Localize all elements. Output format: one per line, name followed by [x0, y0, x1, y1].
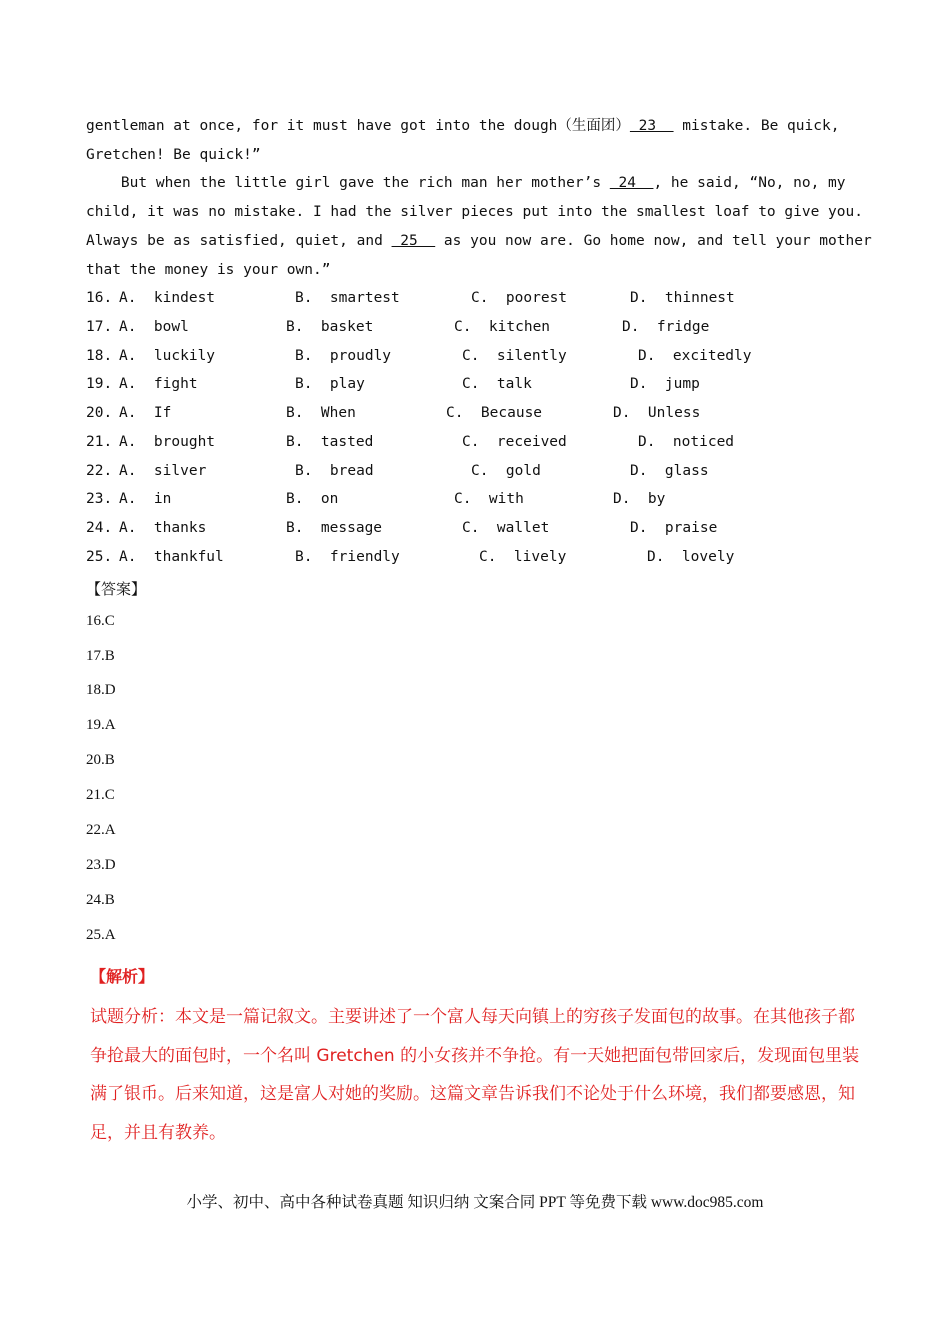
option-c: C. Because — [446, 405, 543, 421]
option-a: A. in — [119, 491, 172, 507]
option-d: D. fridge — [622, 319, 710, 335]
answer-item: 25.A — [86, 927, 116, 943]
option-d: D. glass — [630, 463, 709, 479]
option-a: A. thanks — [119, 520, 207, 536]
option-b: B. play — [295, 376, 365, 392]
question-number: 20. — [86, 405, 113, 421]
question-row — [86, 518, 866, 538]
option-d: D. lovely — [647, 549, 735, 565]
option-b: B. proudly — [295, 348, 392, 364]
question-row — [86, 346, 866, 366]
answer-item: 23.D — [86, 857, 116, 873]
question-number: 24. — [86, 520, 113, 536]
answer-item: 22.A — [86, 822, 116, 838]
question-number: 19. — [86, 376, 113, 392]
option-c: C. lively — [479, 549, 567, 565]
question-row — [86, 317, 866, 337]
question-number: 25. — [86, 549, 113, 565]
option-c: C. talk — [462, 376, 532, 392]
option-c: C. wallet — [462, 520, 550, 536]
passage-line-1 — [86, 116, 839, 136]
question-number: 18. — [86, 348, 113, 364]
answer-item: 19.A — [86, 717, 116, 733]
option-d: D. by — [613, 491, 666, 507]
option-a: A. bowl — [119, 319, 189, 335]
passage-text: Always be as satisfied, quiet, and — [86, 233, 392, 249]
option-b: B. basket — [286, 319, 374, 335]
option-c: C. kitchen — [454, 319, 551, 335]
analysis-text: 试题分析：本文是一篇记叙文。主要讲述了一个富人每天向镇上的穷孩子发面包的故事。在其他孩子都争抢最大的面包时，一个名叫 Gretchen 的小女孩并不争抢。有一天她把面包带回家后，发现面包里装满了银币。后来知道，这是富人对她的奖励。这篇文章告诉我们不论处于什么环境，我们都要感恩，知足，并且有教养。 — [90, 1007, 860, 1143]
option-d: D. Unless — [613, 405, 701, 421]
answer-heading: 【答案】 — [86, 580, 147, 598]
question-row — [86, 288, 866, 308]
passage-text: gentleman at once, for it must have got into the dough（生面团） — [86, 118, 630, 134]
page-footer: 小学、初中、高中各种试卷真题 知识归纳 文案合同 PPT 等免费下载 www.doc985.com — [186, 1194, 764, 1211]
option-a: A. brought — [119, 434, 216, 450]
option-a: A. kindest — [119, 290, 216, 306]
analysis-heading: 【解析】 — [90, 967, 155, 986]
passage-text: But when the little girl gave the rich man her mother’s — [86, 175, 610, 191]
option-b: B. tasted — [286, 434, 374, 450]
answer-item: 21.C — [86, 787, 115, 803]
option-b: B. bread — [295, 463, 374, 479]
answer-item: 17.B — [86, 648, 115, 664]
option-c: C. gold — [471, 463, 541, 479]
answer-item: 24.B — [86, 892, 115, 908]
option-b: B. friendly — [295, 549, 400, 565]
option-d: D. excitedly — [638, 348, 752, 364]
option-b: B. When — [286, 405, 356, 421]
question-number: 17. — [86, 319, 113, 335]
answer-item: 20.B — [86, 752, 115, 768]
option-a: A. If — [119, 405, 172, 421]
question-row — [86, 374, 866, 394]
question-row — [86, 461, 866, 481]
option-a: A. fight — [119, 376, 198, 392]
question-row — [86, 547, 866, 567]
option-c: C. silently — [462, 348, 567, 364]
answer-item: 16.C — [86, 613, 115, 629]
option-b: B. on — [286, 491, 339, 507]
question-row — [86, 489, 866, 509]
passage-text: mistake. Be quick, — [673, 118, 840, 134]
question-row — [86, 432, 866, 452]
option-a: A. luckily — [119, 348, 216, 364]
passage-line-2: Gretchen! Be quick!” — [86, 147, 261, 163]
option-a: A. thankful — [119, 549, 224, 565]
option-c: C. received — [462, 434, 567, 450]
passage-line-6: that the money is your own.” — [86, 262, 331, 278]
passage-line-4: child, it was no mistake. I had the silver pieces put into the smallest loaf to give you. — [86, 204, 863, 220]
question-number: 16. — [86, 290, 113, 306]
answer-item: 18.D — [86, 682, 116, 698]
option-c: C. poorest — [471, 290, 568, 306]
option-d: D. jump — [630, 376, 700, 392]
question-number: 22. — [86, 463, 113, 479]
passage-text: as you now are. Go home now, and tell your mother — [435, 233, 872, 249]
passage-text: , he said, “No, no, my — [653, 175, 846, 191]
option-c: C. with — [454, 491, 524, 507]
passage-line-5 — [86, 231, 872, 251]
blank-23: 23 — [629, 118, 674, 134]
blank-24: 24 — [609, 175, 654, 191]
option-d: D. noticed — [638, 434, 735, 450]
question-number: 21. — [86, 434, 113, 450]
option-a: A. silver — [119, 463, 207, 479]
blank-25: 25 — [391, 233, 436, 249]
option-d: D. thinnest — [630, 290, 735, 306]
option-b: B. smartest — [295, 290, 400, 306]
question-row — [86, 403, 866, 423]
passage-line-3 — [86, 173, 846, 193]
option-d: D. praise — [630, 520, 718, 536]
option-b: B. message — [286, 520, 383, 536]
question-number: 23. — [86, 491, 113, 507]
